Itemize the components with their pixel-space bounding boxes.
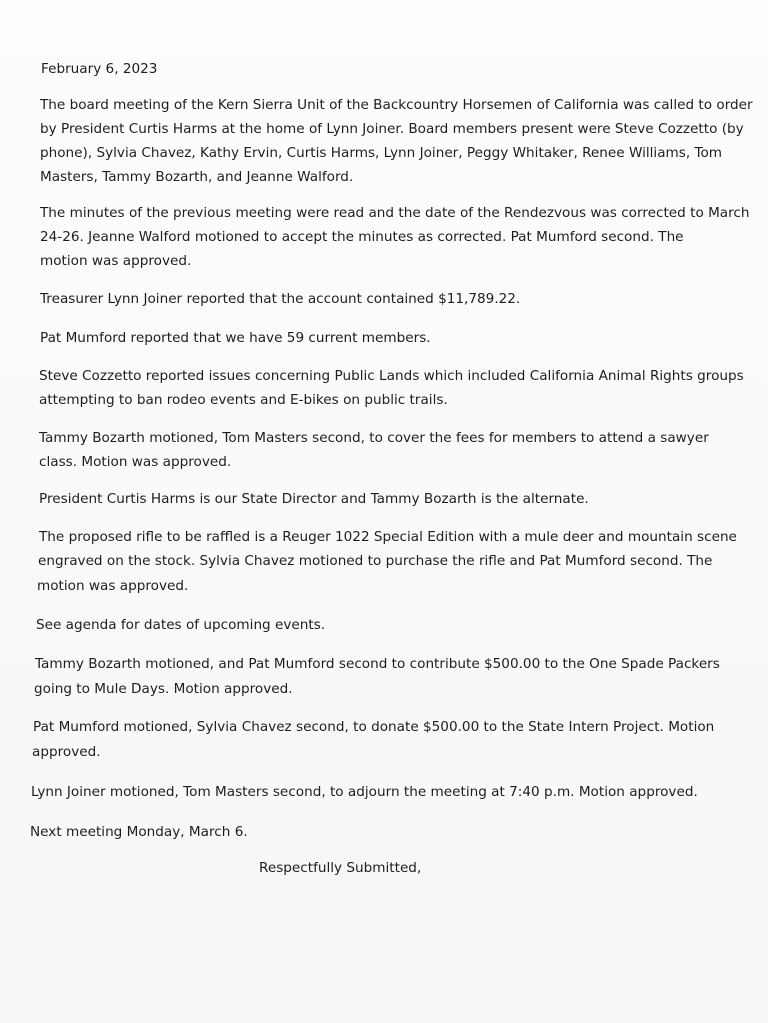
signoff-text: Respectfully Submitted,: [259, 860, 422, 876]
state-director-paragraph: President Curtis Harms is our State Director and Tammy Bozarth is the alternate.: [39, 491, 589, 507]
text-line: Pat Mumford motioned, Sylvia Chavez second, to donate $500.00 to the State Intern Project. Motion: [33, 719, 715, 735]
text-line: going to Mule Days. Motion approved.: [34, 681, 293, 697]
text-line: 24-26. Jeanne Walford motioned to accept the minutes as corrected. Pat Mumford second. The: [40, 229, 684, 245]
text-line: The minutes of the previous meeting were read and the date of the Rendezvous was corrected to March: [40, 205, 750, 221]
treasurer-paragraph: Treasurer Lynn Joiner reported that the account contained $11,789.22.: [40, 291, 521, 307]
next-meeting-paragraph: Next meeting Monday, March 6.: [30, 824, 248, 840]
text-line: Tammy Bozarth motioned, and Pat Mumford second to contribute $500.00 to the One Spade Packers: [35, 656, 720, 672]
text-line: phone), Sylvia Chavez, Kathy Ervin, Curtis Harms, Lynn Joiner, Peggy Whitaker, Renee Williams, Tom: [40, 145, 723, 161]
text-line: motion was approved.: [37, 578, 189, 594]
membership-paragraph: Pat Mumford reported that we have 59 current members.: [40, 330, 431, 346]
adjourn-paragraph: Lynn Joiner motioned, Tom Masters second, to adjourn the meeting at 7:40 p.m. Motion approved.: [31, 784, 698, 800]
agenda-paragraph: See agenda for dates of upcoming events.: [36, 617, 326, 633]
text-line: class. Motion was approved.: [39, 454, 232, 470]
text-line: Steve Cozzetto reported issues concerning Public Lands which included California Animal Rights groups: [39, 368, 744, 384]
text-line: Masters, Tammy Bozarth, and Jeanne Walford.: [40, 169, 354, 185]
meeting-date: February 6, 2023: [41, 61, 158, 77]
text-line: by President Curtis Harms at the home of Lynn Joiner. Board members present were Steve Cozzetto (by: [40, 121, 744, 137]
text-line: approved.: [32, 744, 101, 760]
text-line: The proposed rifle to be raffled is a Reuger 1022 Special Edition with a mule deer and mountain scene: [39, 529, 737, 545]
text-line: motion was approved.: [40, 253, 192, 269]
text-line: attempting to ban rodeo events and E-bikes on public trails.: [39, 392, 448, 408]
text-line: engraved on the stock. Sylvia Chavez motioned to purchase the rifle and Pat Mumford second. The: [38, 553, 713, 569]
text-line: The board meeting of the Kern Sierra Unit of the Backcountry Horsemen of California was called to order: [40, 97, 753, 113]
text-line: Tammy Bozarth motioned, Tom Masters second, to cover the fees for members to attend a sawyer: [39, 430, 709, 446]
